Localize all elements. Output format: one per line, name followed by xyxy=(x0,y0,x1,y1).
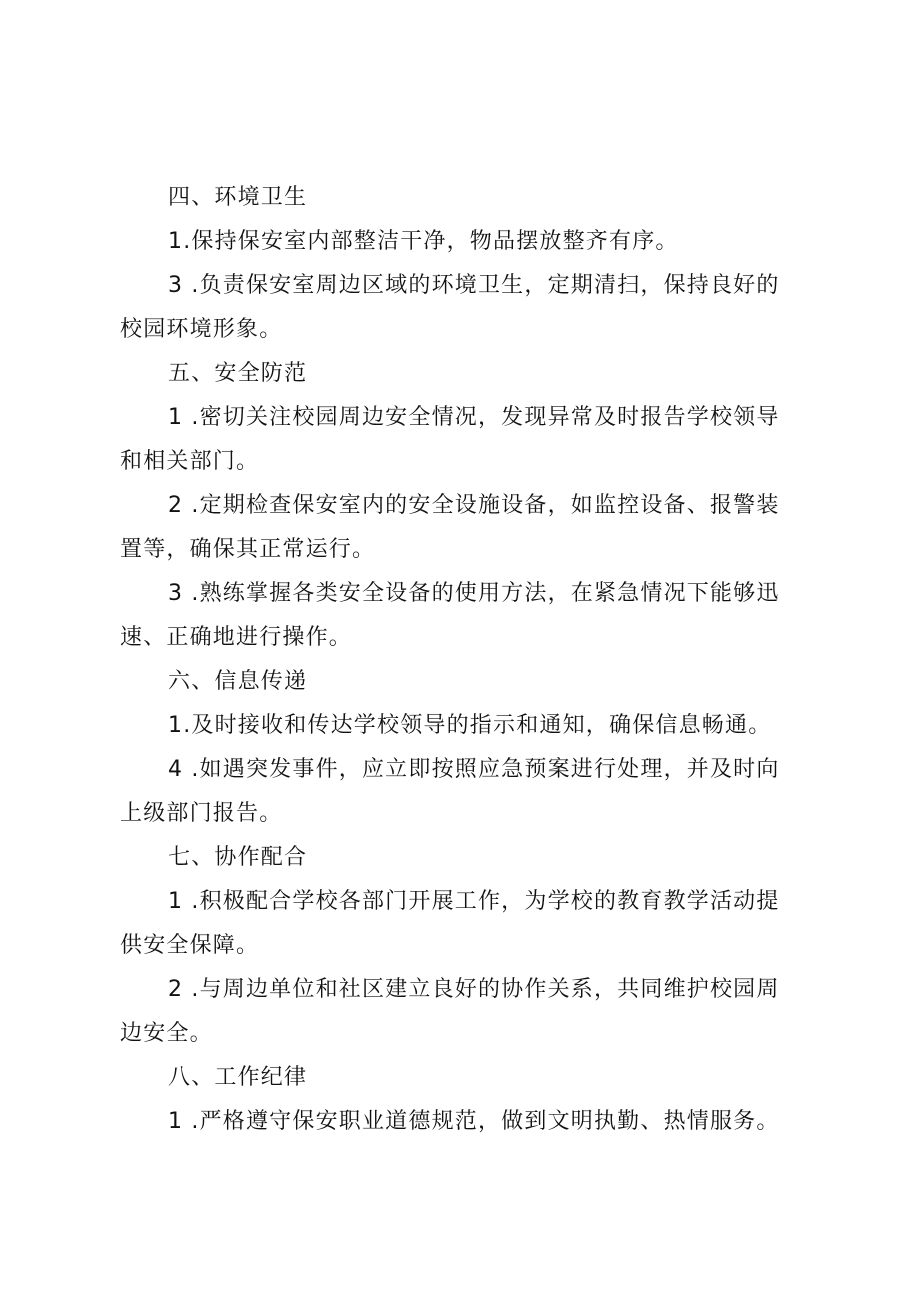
paragraph xyxy=(120,968,814,1056)
paragraph-line: 边安全。 xyxy=(120,1021,213,1046)
section-heading-information: 六、信息传递 xyxy=(168,669,308,694)
paragraph xyxy=(120,748,814,836)
paragraph-line: 供安全保障。 xyxy=(120,933,260,958)
paragraph-line: 2 .定期检查保安室内的安全设施设备，如监控设备、报警装 xyxy=(168,493,780,518)
section-heading-environment: 四、环境卫生 xyxy=(168,185,308,210)
section-heading-cooperation: 七、协作配合 xyxy=(168,845,308,870)
paragraph-line: 和相关部门。 xyxy=(120,449,260,474)
section-heading-discipline: 八、工作纪律 xyxy=(168,1065,308,1090)
document-body xyxy=(120,176,814,1144)
paragraph xyxy=(120,484,814,572)
paragraph xyxy=(120,396,814,484)
paragraph xyxy=(120,264,814,352)
paragraph-line: 校园环境形象。 xyxy=(120,317,283,342)
paragraph-line: 1 .密切关注校园周边安全情况，发现异常及时报告学校领导 xyxy=(168,405,780,430)
paragraph-line: 1.保持保安室内部整洁干净，物品摆放整齐有序。 xyxy=(168,229,679,254)
paragraph-line: 4 .如遇突发事件，应立即按照应急预案进行处理，并及时向 xyxy=(168,757,780,782)
paragraph-line: 1.及时接收和传达学校领导的指示和通知，确保信息畅通。 xyxy=(168,713,772,738)
paragraph-line: 3 .熟练掌握各类安全设备的使用方法，在紧急情况下能够迅 xyxy=(168,581,780,606)
paragraph-line: 1 .积极配合学校各部门开展工作，为学校的教育教学活动提 xyxy=(168,889,780,914)
paragraph xyxy=(120,572,814,660)
paragraph xyxy=(120,880,814,968)
paragraph-line: 3 .负责保安室周边区域的环境卫生，定期清扫，保持良好的 xyxy=(168,273,780,298)
paragraph-line: 上级部门报告。 xyxy=(120,801,283,826)
section-heading-security: 五、安全防范 xyxy=(168,361,308,386)
paragraph-line: 1 .严格遵守保安职业道德规范，做到文明执勤、热情服务。 xyxy=(168,1109,780,1134)
paragraph-line: 速、正确地进行操作。 xyxy=(120,625,353,650)
paragraph-line: 2 .与周边单位和社区建立良好的协作关系，共同维护校园周 xyxy=(168,977,780,1002)
paragraph-line: 置等，确保其正常运行。 xyxy=(120,537,376,562)
